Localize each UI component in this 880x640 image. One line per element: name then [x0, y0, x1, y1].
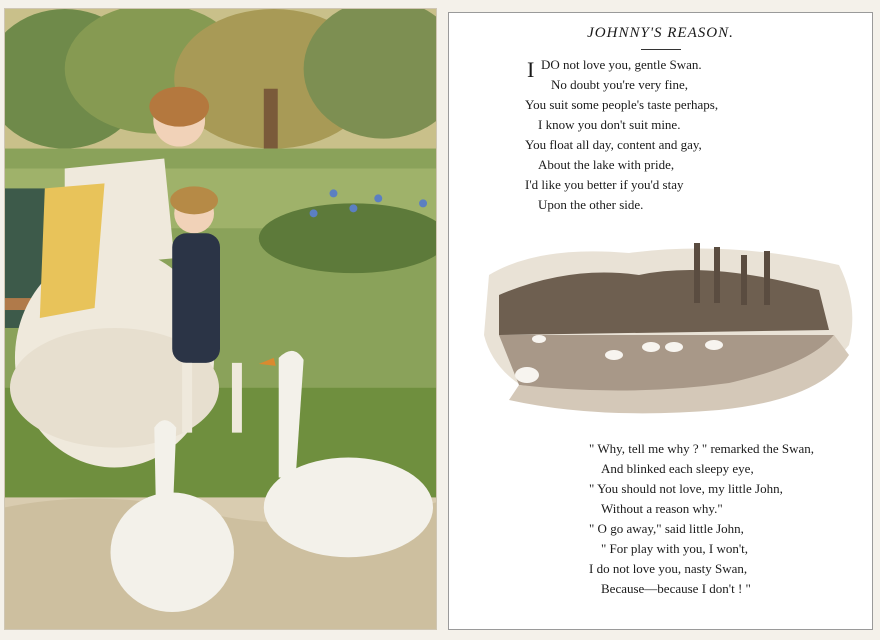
illustration-woman-child-swans: [4, 8, 437, 630]
stanza2-line: " O go away," said little John,: [589, 521, 744, 536]
stanza2-line: And blinked each sleepy eye,: [601, 461, 754, 476]
title-rule: [641, 49, 681, 50]
poem-page: [448, 12, 873, 630]
stanza1-line: You suit some people's taste perhaps,: [525, 97, 719, 112]
stanza2-line: " For play with you, I won't,: [601, 541, 749, 556]
stanza1-line: About the lake with pride,: [538, 157, 675, 172]
stanza1-line: You float all day, content and gay,: [525, 137, 702, 152]
lake-vignette-illustration: [479, 235, 864, 435]
stanza1-line: I know you don't suit mine.: [538, 117, 681, 132]
poem-title: JOHNNY'S REASON.: [587, 25, 734, 41]
stanza1-line: No doubt you're very fine,: [551, 77, 689, 92]
stanza2-line: " Why, tell me why ? " remarked the Swan,: [589, 441, 815, 456]
stanza1-line: DO not love you, gentle Swan.: [541, 57, 702, 72]
drop-cap: I: [527, 57, 535, 82]
stanza2-line: Because—because I don't ! ": [601, 581, 751, 596]
stanza2-line: I do not love you, nasty Swan,: [589, 561, 748, 576]
stanza1-line: I'd like you better if you'd stay: [525, 177, 684, 192]
stanza1-line: Upon the other side.: [538, 197, 644, 212]
stanza2-line: Without a reason why.": [601, 501, 723, 516]
stanza2-line: " You should not love, my little John,: [589, 481, 783, 496]
